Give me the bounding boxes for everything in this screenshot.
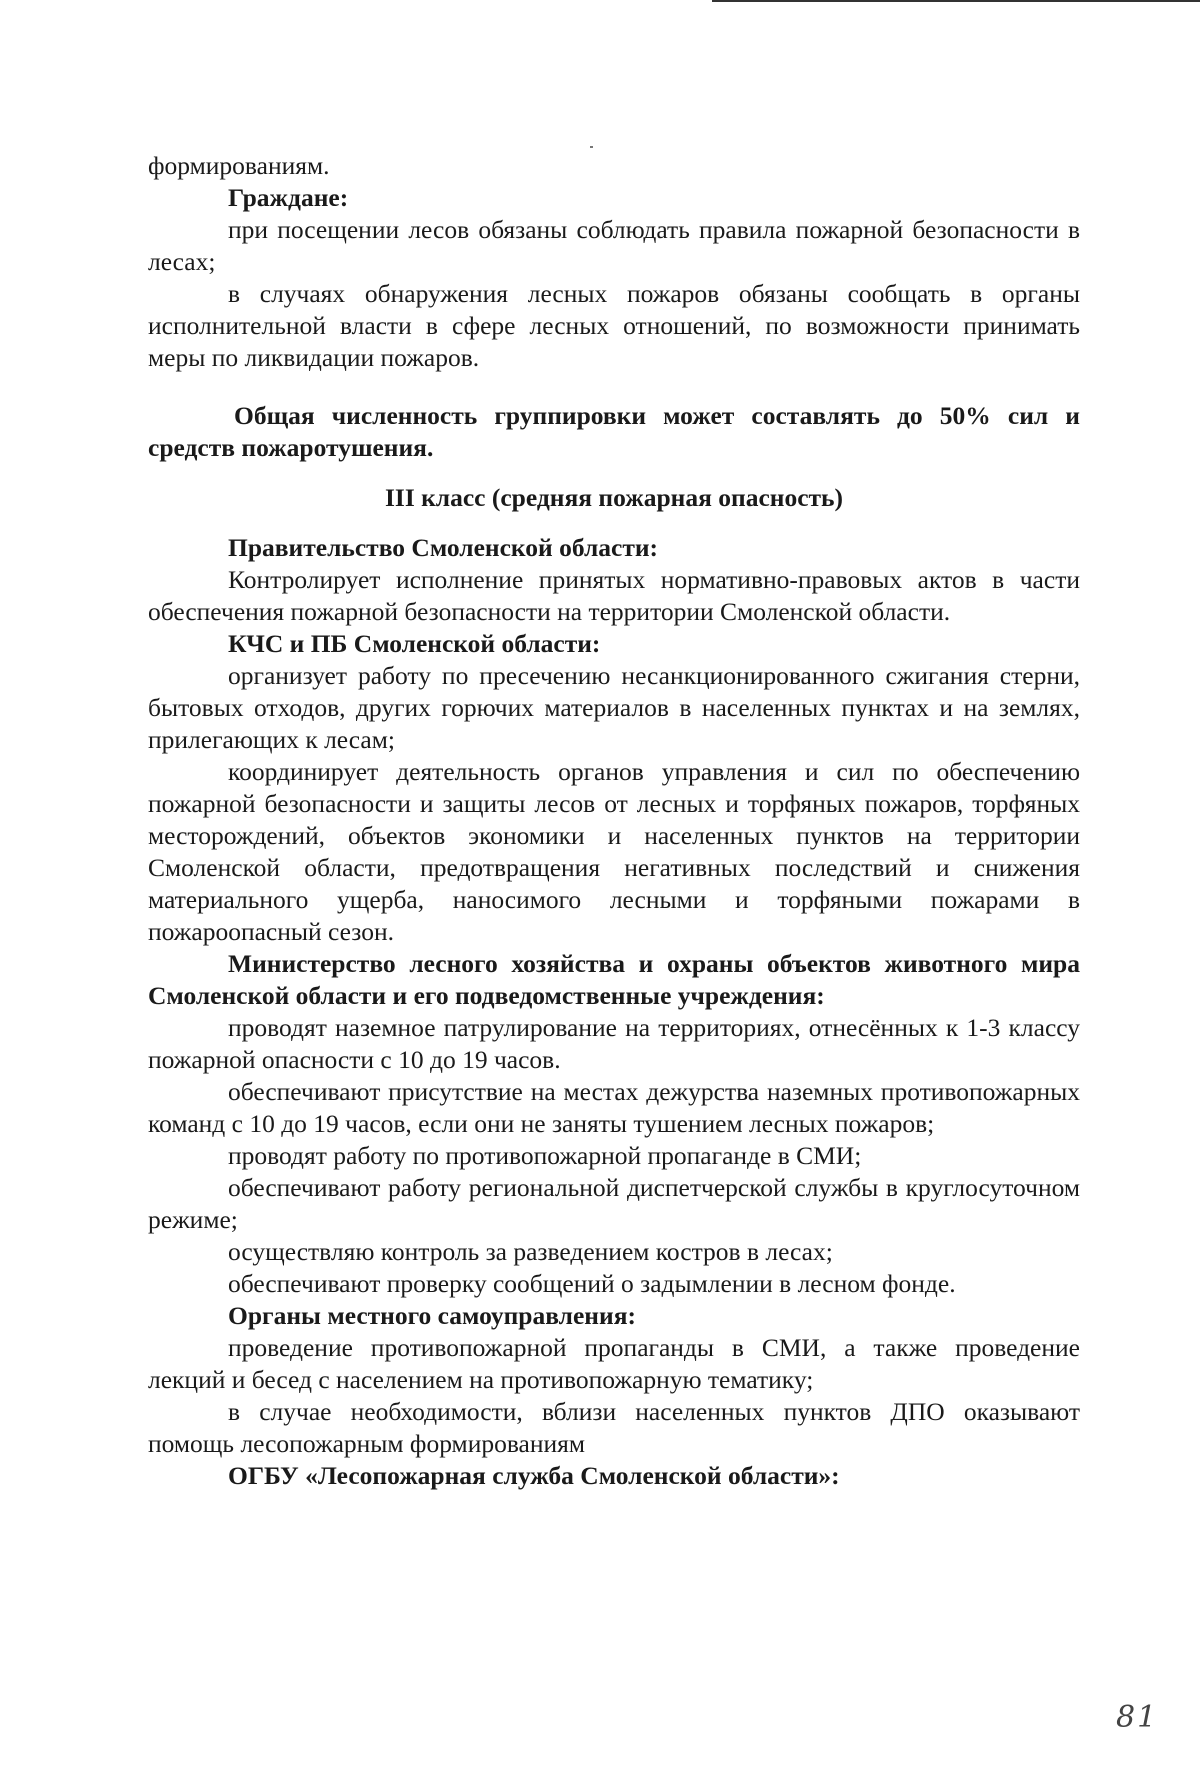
text-paragraph: проводят наземное патрулирование на территориях, отнесённых к 1-3 классу пожарной опасности с 10 до 19 часов. — [148, 1013, 1080, 1074]
text-paragraph: проведение противопожарной пропаганды в СМИ, а также проведение лекций и бесед с населением на противопожарную тематику; — [148, 1333, 1080, 1394]
text-paragraph: организует работу по пресечению несанкционированного сжигания стерни, бытовых отходов, других горючих материалов в населенных пунктах и на землях, прилегающих к лесам; — [148, 661, 1080, 754]
section-heading-kchs: КЧС и ПБ Смоленской области: — [228, 629, 601, 658]
section-heading-ministry: Министерство лесного хозяйства и охраны объектов животного мира Смоленской области и его подведомственные учреждения: — [148, 949, 1080, 1010]
text-paragraph: в случаях обнаружения лесных пожаров обязаны сообщать в органы исполнительной власти в сфере лесных отношений, по возможности принимать меры по ликвидации пожаров. — [148, 279, 1080, 372]
text-paragraph: Контролирует исполнение принятых нормативно-правовых актов в части обеспечения пожарной безопасности на территории Смоленской области. — [148, 565, 1080, 626]
text-paragraph: координирует деятельность органов управления и сил по обеспечению пожарной безопасности и защиты лесов от лесных и торфяных пожаров, торфяных месторождений, объектов экономики и населенных пунктов на территории Смоленской области, предотвращения негативных последствий и снижения материального ущерба, наносимого лесными и торфяными пожарами в пожароопасный сезон. — [148, 757, 1080, 946]
text-paragraph: проводят работу по противопожарной пропаганде в СМИ; — [228, 1141, 862, 1170]
bold-summary-paragraph: Общая численность группировки может составлять до 50% сил и средств пожаротушения. — [148, 401, 1080, 462]
document-page — [148, 150, 1080, 1492]
text-paragraph: при посещении лесов обязаны соблюдать правила пожарной безопасности в лесах; — [148, 215, 1080, 276]
text-paragraph: обеспечивают работу региональной диспетчерской службы в круглосуточном режиме; — [148, 1173, 1080, 1234]
section-heading-local-government: Органы местного самоуправления: — [228, 1301, 636, 1330]
scan-top-edge-line — [712, 0, 1200, 2]
text-paragraph: формированиям. — [148, 151, 330, 180]
section-heading-ogbu: ОГБУ «Лесопожарная служба Смоленской области»: — [228, 1461, 840, 1490]
text-paragraph: осуществляю контроль за разведением костров в лесах; — [228, 1237, 833, 1266]
section-heading-citizens: Граждане: — [228, 183, 349, 212]
text-paragraph: обеспечивают проверку сообщений о задымлении в лесном фонде. — [228, 1269, 956, 1298]
handwritten-page-number: 81 — [1116, 1700, 1159, 1735]
class-heading: III класс (средняя пожарная опасность) — [384, 483, 844, 512]
scan-speck — [590, 146, 593, 148]
text-paragraph: обеспечивают присутствие на местах дежурства наземных противопожарных команд с 10 до 19 часов, если они не заняты тушением лесных пожаров; — [148, 1077, 1080, 1138]
text-paragraph: в случае необходимости, вблизи населенных пунктов ДПО оказывают помощь лесопожарным формированиям — [148, 1397, 1080, 1458]
section-heading-government: Правительство Смоленской области: — [228, 533, 659, 562]
